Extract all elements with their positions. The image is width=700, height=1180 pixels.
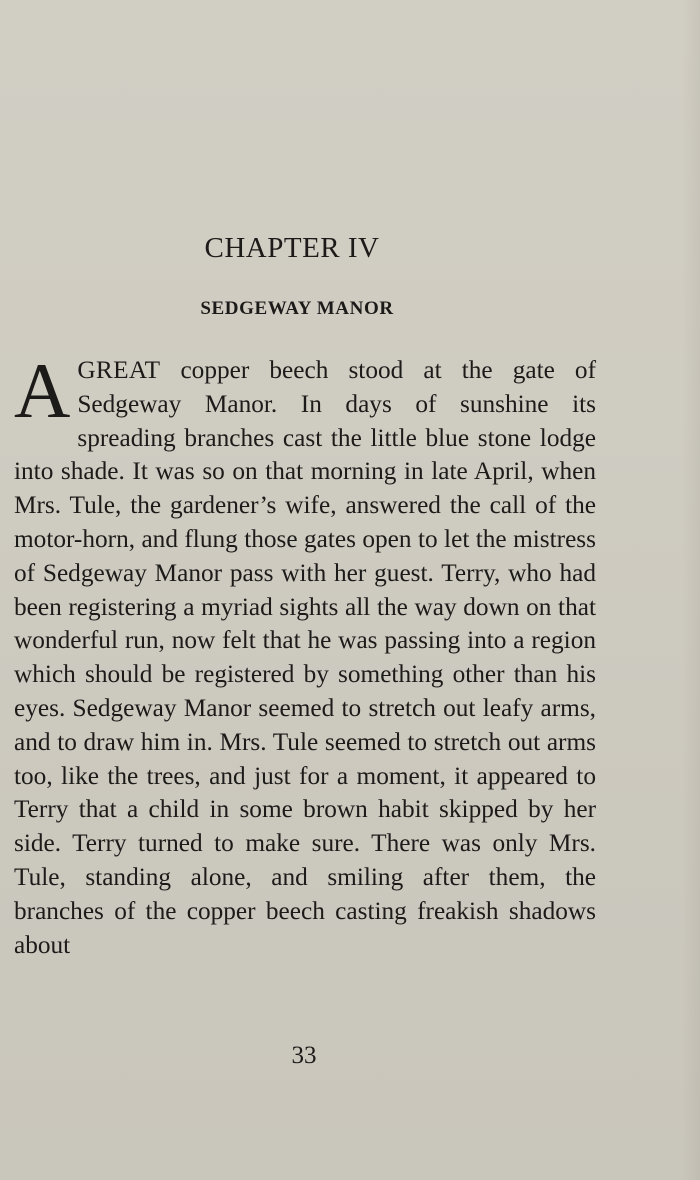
page-number: 33 [291, 1042, 317, 1069]
lead-word: GREAT [77, 356, 161, 384]
body-paragraph [14, 347, 596, 962]
chapter-title: CHAPTER IV [204, 232, 380, 264]
body-text: copper beech stood at the gate of Sedgeway Manor. In days of sunshine its spreading branches cast the little blue stone lodge into shade. It was so on that morning in late April, when Mrs. Tule, the gardener’s wife, answered the call of the motor-horn, and flung those gates open to let the mistress of Sedgeway Manor pass with her guest. Terry, who had been registering a myriad sights all the way down on that wonderful run, now felt that he was passing into a region which should be registered by something other than his eyes. Sedgeway Manor seemed to stretch out leafy arms, and to draw him in. Mrs. Tule seemed to stretch out arms too, like the trees, and just for a moment, it appeared to Terry that a child in some brown habit skipped by her side. Terry turned to make sure. There was only Mrs. Tule, standing alone, and smiling after them, the branches of the copper beech casting freakish shadows about [14, 356, 596, 959]
chapter-subtitle: SEDGEWAY MANOR [200, 298, 394, 319]
page-edge-shadow [682, 0, 700, 1180]
drop-cap: A [14, 347, 71, 434]
